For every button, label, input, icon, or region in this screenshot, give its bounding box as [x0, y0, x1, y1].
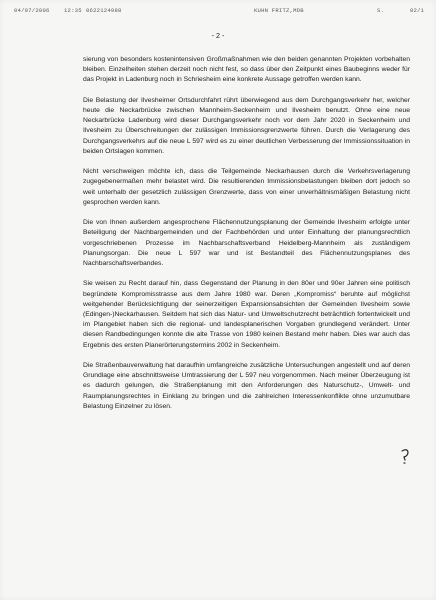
paragraph: Nicht verschweigen möchte ich, dass die Teilgemeinde Neckarhausen durch die Verkehrsverlagerung zugegebenermaßen mehr belastet wird. Die resultierenden Immissionsbelastungen bleiben dort jedoch so weit unterhalb der gesetzlich zulässigen Grenzwerte, dass von einer unverhältnismäßigen Belastung nicht gesprochen werden kann.	[83, 168, 410, 206]
fax-header	[14, 7, 424, 17]
fax-s-label: S.	[377, 7, 385, 14]
handwritten-mark-icon	[399, 448, 413, 464]
paragraph: Die Belastung der Ilvesheimer Ortsdurchfahrt rührt überwiegend aus dem Durchgangsverkehr her, welcher heute die Neckarbrücke zwischen Mannheim-Seckenheim und Ilvesheim benutzt. Ohne eine neue Neckarbrücke Ladenburg wird dieser Durchgangsverkehr noch vor dem Jahr 2020 in Seckenheim und Ilvesheim zu Überschreitungen der zulässigen Immissionsgrenzwerte führen. Durch die Verlagerung des Durchgangsverkehrs auf die neue L 597 wird es zu einer deutlichen Verbesserung der Immissionssituation in beiden Ortslagen kommen.	[83, 96, 410, 155]
fax-time: 12:35	[64, 7, 82, 14]
page-number: - 2 -	[211, 31, 225, 40]
fax-phone: 0622124988	[86, 7, 122, 14]
paragraph: Sie weisen zu Recht darauf hin, dass Gegenstand der Planung in den 80er und 90er Jahren eine politisch begründete Kompromisstrasse aus dem Jahre 1980 war. Deren „Kompromiss“ beruhte auf möglichst weitgehender Berücksichtigung der seinerzeitigen Expansionsabsichten der Gemeinden Ilvesheim sowie (Edingen-)Neckarhausen. Seitdem hat sich das Natur- und Umweltschutzrecht beträchtlich fortentwickelt und im Plangebiet haben sich die regional- und landesplanerischen Vorgaben grundlegend verändert. Unter diesen Randbedingungen konnte die alte Trasse von 1980 keinen Bestand mehr haben. Dies war auch das Ergebnis des ersten Planerörterungstermins 2002 in Seckenheim.	[83, 280, 410, 349]
letter-body	[83, 55, 410, 422]
fax-page-count: 02/1	[410, 7, 425, 14]
paragraph: sierung von besonders kostenintensiven Großmaßnahmen wie den beiden genannten Projekten vorbehalten bleiben. Einzelheiten stehen derzeit noch nicht fest, so dass über den Zeitpunkt eines Baubeginns weder für das Projekt in Ladenburg noch in Schriesheim eine konkrete Aussage getroffen werden kann.	[83, 56, 410, 84]
paragraph: Die Straßenbauverwaltung hat daraufhin umfangreiche zusätzliche Untersuchungen angestellt und auf deren Grundlage eine abschnittsweise Umtrassierung der L 597 neu vorgenommen. Nach meiner Überzeugung ist es dadurch gelungen, die Straßenplanung mit den Anforderungen des Naturschutz-, Umwelt- und Raumplanungsrechtes in Einklang zu bringen und die zahlreichen Interessenkonflikte ohne unzumutbare Belastung Einzelner zu lösen.	[83, 362, 410, 410]
fax-sender: KUHN FRITZ,MDB	[254, 7, 304, 14]
paragraph: Die von Ihnen außerdem angesprochene Flächennutzungsplanung der Gemeinde Ilvesheim erfolgte unter Beteiligung der Nachbargemeinden und der Fachbehörden und unter Einhaltung der planungsrechtlich vorgeschriebenen Prozesse im Nachbarschaftsverband Heidelberg-Mannheim als zuständigem Planungsorgan. Die neue L 597 war und ist Bestandteil des Flächennutzungsplanes des Nachbarschaftsverbandes.	[83, 219, 410, 268]
fax-date: 04/07/2006	[14, 7, 50, 14]
